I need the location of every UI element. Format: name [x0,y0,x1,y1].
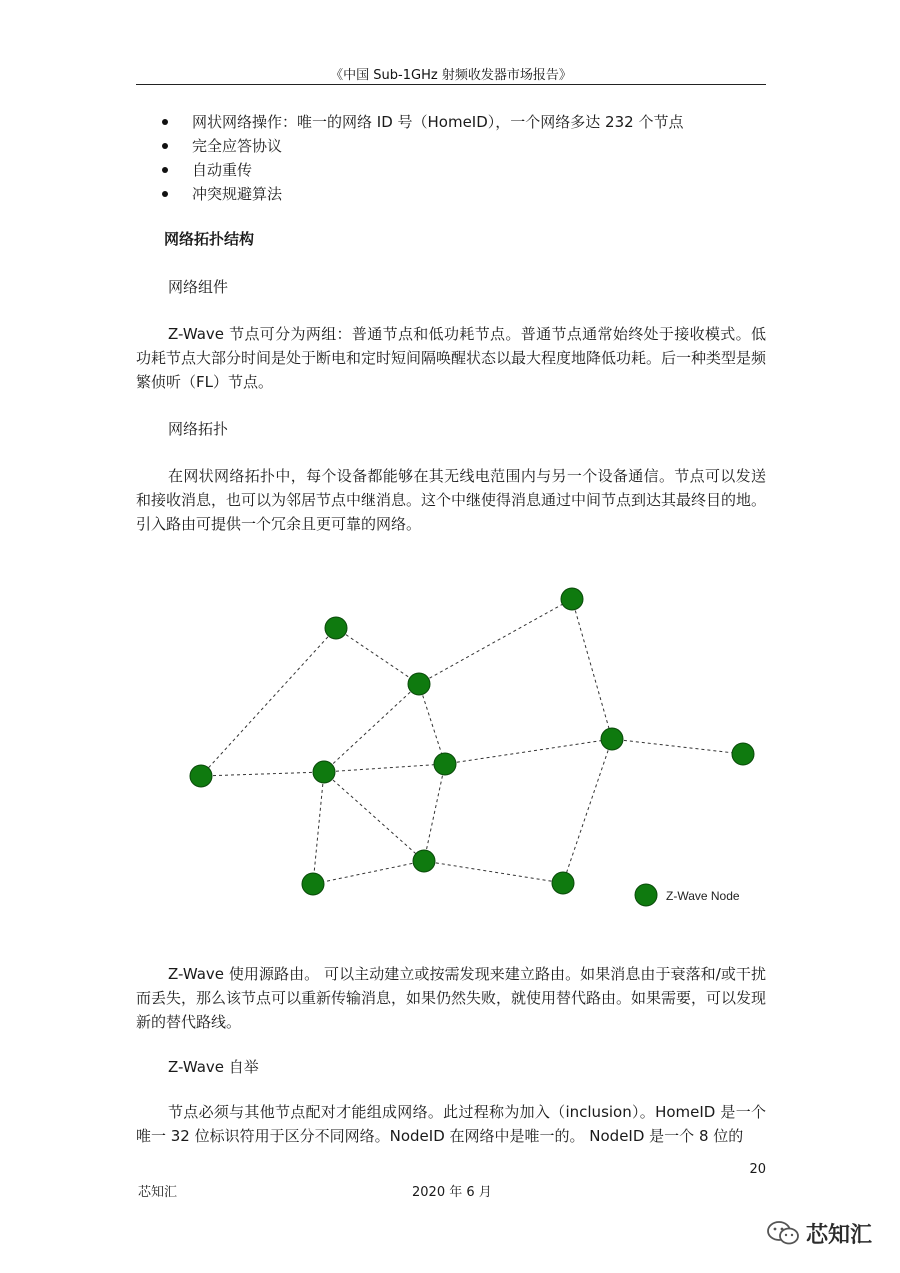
header-divider [136,84,766,85]
mesh-link [424,764,445,861]
subheading-bootstrapping: Z-Wave 自举 [168,1058,259,1076]
list-item: 自动重传 [160,158,683,182]
mesh-link [324,684,419,772]
bullet-icon [162,119,168,125]
wechat-icon [766,1220,800,1246]
paragraph-inclusion: 节点必须与其他节点配对才能组成网络。此过程称为加入（inclusion）。HomeID 是一个唯一 32 位标识符用于区分不同网络。NodeID 在网络中是唯一的。 NodeID 是一个 8 位的 [136,1103,766,1145]
paragraph-mesh-topology: 在网状网络拓扑中，每个设备都能够在其无线电范围内与另一个设备通信。节点可以发送和接收消息，也可以为邻居节点中继消息。这个中继使得消息通过中间节点到达其最终目的地。引入路由可提供一个冗余且更可靠的网络。 [136,467,767,533]
mesh-link [445,739,612,764]
feature-list [160,110,683,206]
page-number: 20 [749,1162,766,1177]
section-heading: 网络拓扑结构 [164,230,255,248]
diagram-nodes [190,588,754,895]
zwave-node [413,850,435,872]
zwave-node [190,765,212,787]
list-item: 网状网络操作：唯一的网络 ID 号（HomeID），一个网络多达 232 个节点 [160,110,683,134]
footer-date: 2020 年 6 月 [412,1185,492,1200]
diagram-links [201,599,743,884]
report-title: 《中国 Sub-1GHz 射频收发器市场报告》 [330,68,572,83]
mesh-link [324,764,445,772]
zwave-node [325,617,347,639]
zwave-node [408,673,430,695]
subheading-network-components: 网络组件 [168,278,229,296]
bullet-icon [162,143,168,149]
mesh-link [313,861,424,884]
watermark-text: 芯知汇 [806,1222,873,1248]
bullet-icon [162,191,168,197]
list-item: 冲突规避算法 [160,182,683,206]
mesh-link [612,739,743,754]
mesh-link [201,628,336,776]
mesh-topology-diagram [0,560,900,920]
mesh-link [336,628,419,684]
mesh-link [563,739,612,883]
zwave-node [434,753,456,775]
footer-publisher: 芯知汇 [138,1185,178,1200]
paragraph-source-routing: Z-Wave 使用源路由。 可以主动建立或按需发现来建立路由。如果消息由于衰落和/或干扰而丢失，那么该节点可以重新传输消息，如果仍然失败，就使用替代路由。如果需要，可以发现新的替代路线。 [136,965,767,1031]
zwave-node [732,743,754,765]
legend-node-icon [635,884,657,906]
zwave-node [601,728,623,750]
subheading-network-topology: 网络拓扑 [168,420,229,438]
list-item: 完全应答协议 [160,134,683,158]
mesh-link [419,684,445,764]
zwave-node [561,588,583,610]
mesh-link [324,772,424,861]
zwave-node [313,761,335,783]
legend-label: Z-Wave Node [666,889,740,903]
zwave-node [552,872,574,894]
zwave-node [302,873,324,895]
paragraph-node-types: Z-Wave 节点可分为两组：普通节点和低功耗节点。普通节点通常始终处于接收模式。低功耗节点大部分时间是处于断电和定时短间隔唤醒状态以最大程度地降低功耗。后一种类型是频繁侦听（FL）节点。 [136,325,767,391]
mesh-link [201,772,324,776]
watermark [766,1218,872,1248]
bullet-icon [162,167,168,173]
mesh-link [313,772,324,884]
mesh-link [572,599,612,739]
mesh-link [424,861,563,883]
mesh-link [419,599,572,684]
